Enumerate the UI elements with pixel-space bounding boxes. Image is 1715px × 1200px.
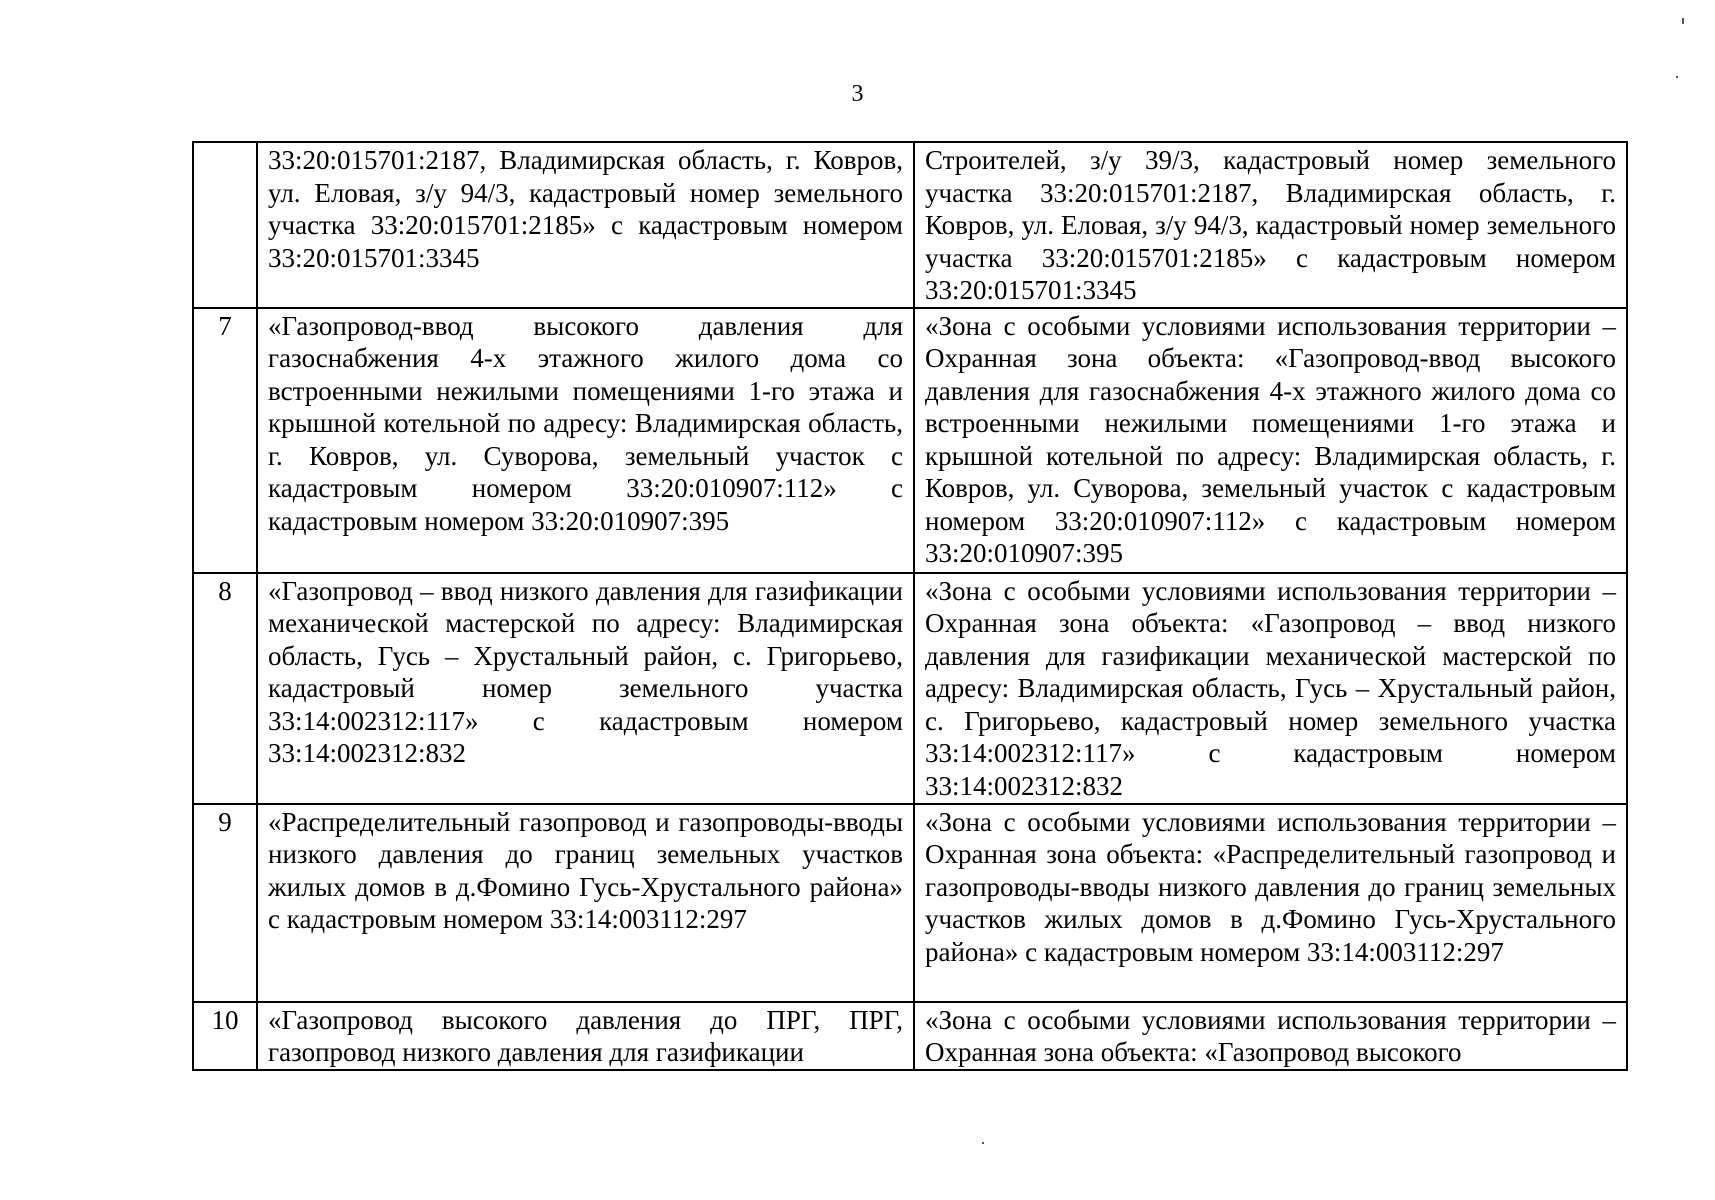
object-description: «Газопровод – ввод низкого давления для газификации механической мастерской по адресу: Владимирская область, Гусь – Хрустальный район, с. Григорьево, кадастровый номер земельного участка 33:14:002312:117» с кадастровым номером 33:14:002312:832	[257, 573, 914, 804]
zone-description: «Зона с особыми условиями использования территории – Охранная зона объекта: «Распределительный газопровод и газопроводы-вводы низкого давления до границ земельных участков жилых домов в д.Фомино Гусь-Хрустального района» с кадастровым номером 33:14:003112:297	[914, 804, 1627, 1002]
zone-description: «Зона с особыми условиями использования территории – Охранная зона объекта: «Газопровод – ввод низкого давления для газификации механической мастерской по адресу: Владимирская область, Гусь – Хрустальный район, с. Григорьево, кадастровый номер земельного участка 33:14:002312:117» с кадастровым номером 33:14:002312:832	[914, 573, 1627, 804]
scan-speck	[982, 1142, 984, 1144]
zone-description: Строителей, з/у 39/3, кадастровый номер земельного участка 33:20:015701:2187, Владимирская область, г. Ковров, ул. Еловая, з/у 94/3, кадастровый номер земельного участка 33:20:015701:2185» с кадастровым номером 33:20:015701:3345	[914, 142, 1627, 308]
object-description: 33:20:015701:2187, Владимирская область, г. Ковров, ул. Еловая, з/у 94/3, кадастровый номер земельного участка 33:20:015701:2185» с кадастровым номером 33:20:015701:3345	[257, 142, 914, 308]
scan-speck	[1682, 18, 1684, 24]
table-row	[193, 308, 1627, 573]
zones-table	[192, 141, 1628, 1071]
object-description: «Газопровод высокого давления до ПРГ, ПРГ, газопровод низкого давления для газификации	[257, 1002, 914, 1070]
table-row	[193, 804, 1627, 1002]
table-row	[193, 142, 1627, 308]
object-description: «Распределительный газопровод и газопроводы-вводы низкого давления до границ земельных участков жилых домов в д.Фомино Гусь-Хрустального района» с кадастровым номером 33:14:003112:297	[257, 804, 914, 1002]
table-row	[193, 573, 1627, 804]
row-number: 9	[193, 804, 257, 1002]
zone-description: «Зона с особыми условиями использования территории – Охранная зона объекта: «Газопровод высокого	[914, 1002, 1627, 1070]
row-number: 10	[193, 1002, 257, 1070]
row-number	[193, 142, 257, 308]
object-description: «Газопровод-ввод высокого давления для газоснабжения 4-х этажного жилого дома со встроенными нежилыми помещениями 1-го этажа и крышной котельной по адресу: Владимирская область, г. Ковров, ул. Суворова, земельный участок с кадастровым номером 33:20:010907:112» с кадастровым номером 33:20:010907:395	[257, 308, 914, 573]
page-number: 3	[851, 81, 864, 107]
zone-description: «Зона с особыми условиями использования территории – Охранная зона объекта: «Газопровод-ввод высокого давления для газоснабжения 4-х этажного жилого дома со встроенными нежилыми помещениями 1-го этажа и крышной котельной по адресу: Владимирская область, г. Ковров, ул. Суворова, земельный участок с кадастровым номером 33:20:010907:112» с кадастровым номером 33:20:010907:395	[914, 308, 1627, 573]
table-row	[193, 1002, 1627, 1070]
row-number: 8	[193, 573, 257, 804]
scan-speck	[1676, 76, 1678, 78]
row-number: 7	[193, 308, 257, 573]
